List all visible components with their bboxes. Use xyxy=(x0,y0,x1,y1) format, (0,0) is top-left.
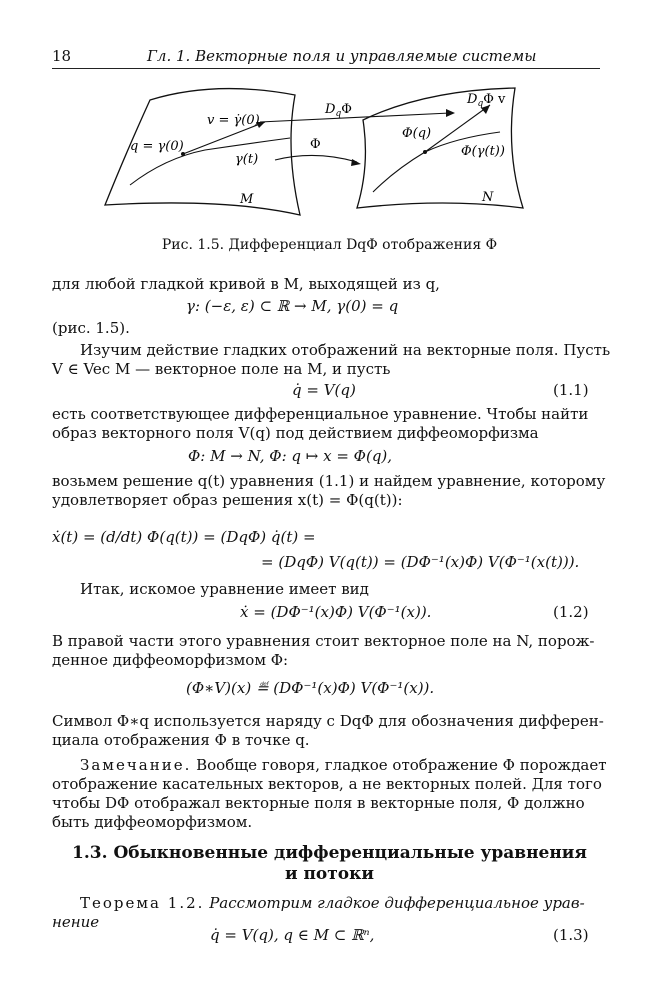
theorem-word: Теорема 1.2. xyxy=(80,894,205,912)
paragraph-line: быть диффеоморфизмом. xyxy=(52,813,253,831)
paragraph-line: (рис. 1.5). xyxy=(52,319,130,337)
paragraph-line: Символ Φ∗q используется наряду с DqΦ для обозначения дифферен- xyxy=(52,712,604,730)
theorem-line xyxy=(80,894,585,913)
paragraph-line: V ∈ Vec M — векторное поле на M, и пусть xyxy=(52,360,391,378)
figure-caption: Рис. 1.5. Дифференциал DqΦ отображения Φ xyxy=(161,237,498,253)
remark-line xyxy=(80,756,607,775)
arrow-dqphi xyxy=(260,113,450,122)
paragraph-line: возьмем решение q(t) уравнения (1.1) и найдем уравнение, которому xyxy=(52,472,606,490)
equation-1-3: q̇ = V(q), q ∈ M ⊂ ℝⁿ, xyxy=(210,926,375,944)
equation-1-2: ẋ = (DΦ⁻¹(x)Φ) V(Φ⁻¹(x)). xyxy=(240,603,432,621)
equation-1-1: q̇ = V(q) xyxy=(292,381,356,399)
paragraph-line: есть соответствующее дифференциальное уравнение. Чтобы найти xyxy=(52,405,589,423)
paragraph-line: отображение касательных векторов, а не векторных полей. Для того xyxy=(52,775,602,793)
label-v: v = γ̇(0) xyxy=(207,113,260,128)
equation-long-line-1: ẋ(t) = (d/dt) Φ(q(t)) = (DqΦ) q̇(t) = xyxy=(52,528,316,546)
figure-diffeomorphism xyxy=(95,80,575,230)
remark-text: Вообще говоря, гладкое отображение Φ порождает xyxy=(196,756,607,774)
remark-word: Замечание. xyxy=(80,756,192,774)
equation-gamma: γ: (−ε, ε) ⊂ ℝ → M, γ(0) = q xyxy=(186,297,399,315)
arrow-phi-head xyxy=(351,159,361,166)
header-rule xyxy=(52,68,600,69)
page-number: 18 xyxy=(52,47,72,65)
section-title-line-2: и потоки xyxy=(284,864,375,884)
theorem-text: Рассмотрим гладкое дифференциальное урав- xyxy=(209,894,585,912)
label-N: N xyxy=(482,190,494,205)
paragraph-line: удовлетворяет образ решения x(t) = Φ(q(t)): xyxy=(52,491,403,509)
curve-phi-gamma xyxy=(373,132,500,192)
label-M: M xyxy=(240,192,254,207)
paragraph-line: образ векторного поля V(q) под действием диффеоморфизма xyxy=(52,424,539,442)
label-q: q = γ(0) xyxy=(130,139,184,154)
paragraph-line: циала отображения Φ в точке q. xyxy=(52,731,310,749)
paragraph-line: Изучим действие гладких отображений на векторные поля. Пусть xyxy=(80,341,611,359)
label-gamma-t: γ(t) xyxy=(235,152,259,167)
equation-phi: Φ: M → N, Φ: q ↦ x = Φ(q), xyxy=(188,447,393,465)
arrow-dqphi-head xyxy=(446,109,455,117)
label-dqphi: $D_q\Phi$ xyxy=(325,102,352,119)
theorem-line: нение xyxy=(52,913,100,931)
arrow-phi xyxy=(275,155,357,162)
paragraph-line: денное диффеоморфизмом Φ: xyxy=(52,651,289,669)
equation-number: (1.2) xyxy=(553,603,589,621)
paragraph-line: чтобы DΦ отображал векторные поля в векторные поля, Φ должно xyxy=(52,794,585,812)
label-phi-gamma: Φ(γ(t)) xyxy=(461,144,505,159)
paragraph-line: В правой части этого уравнения стоит векторное поле на N, порож- xyxy=(52,632,595,650)
equation-number: (1.3) xyxy=(553,926,589,944)
running-title: Гл. 1. Векторные поля и управляемые системы xyxy=(147,47,537,65)
paragraph-line: Итак, искомое уравнение имеет вид xyxy=(80,580,369,598)
equation-pushforward: (Φ∗V)(x) ≝ (DΦ⁻¹(x)Φ) V(Φ⁻¹(x)). xyxy=(186,679,435,697)
label-dqphi-v: $D_q\Phi$ v xyxy=(467,92,506,109)
paragraph-line: для любой гладкой кривой в M, выходящей из q, xyxy=(52,275,440,293)
equation-long-line-2: = (DqΦ) V(q(t)) = (DΦ⁻¹(x)Φ) V(Φ⁻¹(x(t))). xyxy=(261,553,580,571)
section-title-line-1: 1.3. Обыкновенные дифференциальные уравнения xyxy=(72,843,587,863)
equation-number: (1.1) xyxy=(553,381,589,399)
label-phi: Φ xyxy=(310,137,321,152)
label-phi-q: Φ(q) xyxy=(402,126,432,141)
